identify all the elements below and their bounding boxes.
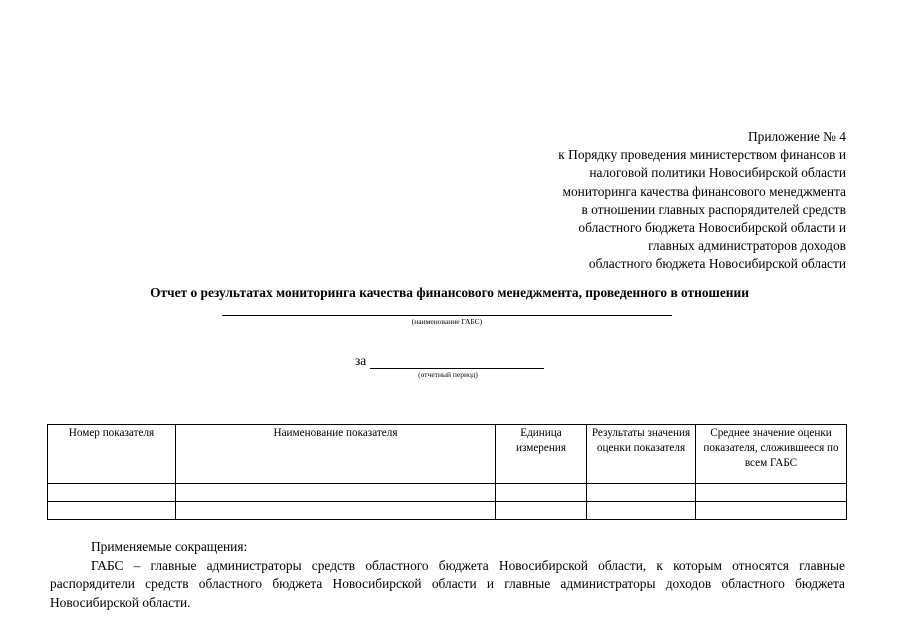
appendix-line: налоговой политики Новосибирской области	[589, 165, 846, 181]
report-title-block	[0, 285, 905, 301]
period-caption: (отчетный период)	[418, 370, 478, 379]
appendix-line: мониторинга качества финансового менеджмента	[562, 183, 846, 199]
appendix-line: в отношении главных распорядителей средств	[581, 201, 846, 217]
table-cell	[48, 484, 176, 502]
table-cell	[48, 502, 176, 520]
column-header-results: Результаты значения оценки показателя	[587, 425, 696, 484]
period-prefix: за	[355, 353, 367, 368]
table-cell	[696, 484, 847, 502]
appendix-line: областного бюджета Новосибирской области	[588, 256, 846, 272]
abbreviations-text: ГАБС – главные администраторы средств областного бюджета Новосибирской области, к которым относятся главные распорядители средств областного бюджета Новосибирской области и главные администраторы доходов областного бюджета Новосибирской области.	[50, 557, 845, 610]
appendix-line: Приложение № 4	[747, 129, 846, 144]
column-header-unit: Единица измерения	[496, 425, 587, 484]
table-cell	[176, 484, 496, 502]
table-cell	[587, 502, 696, 520]
appendix-line: областного бюджета Новосибирской области и	[578, 220, 846, 236]
appendix-header	[558, 128, 846, 274]
column-header-average: Среднее значение оценки показателя, сложившееся по всем ГАБС	[696, 425, 847, 484]
table-cell	[587, 484, 696, 502]
abbreviations-heading: Применяемые сокращения:	[91, 539, 248, 554]
indicators-table	[47, 424, 847, 520]
table-row	[48, 484, 847, 502]
table-header-row	[48, 425, 847, 484]
report-title: Отчет о результатах мониторинга качества финансового менеджмента, проведенного в отношении	[150, 285, 749, 300]
period-fill-line	[370, 368, 544, 369]
table-row	[48, 502, 847, 520]
table-cell	[696, 502, 847, 520]
table-cell	[176, 502, 496, 520]
column-header-number: Номер показателя	[48, 425, 176, 484]
appendix-line: к Порядку проведения министерством финансов и	[558, 147, 846, 163]
column-header-name: Наименование показателя	[176, 425, 496, 484]
abbreviations-section	[50, 538, 845, 612]
gabs-name-caption: (наименование ГАБС)	[411, 317, 483, 326]
appendix-line: главных администраторов доходов	[648, 238, 846, 254]
gabs-name-fill-line	[222, 315, 672, 316]
table-cell	[496, 484, 587, 502]
table-cell	[496, 502, 587, 520]
